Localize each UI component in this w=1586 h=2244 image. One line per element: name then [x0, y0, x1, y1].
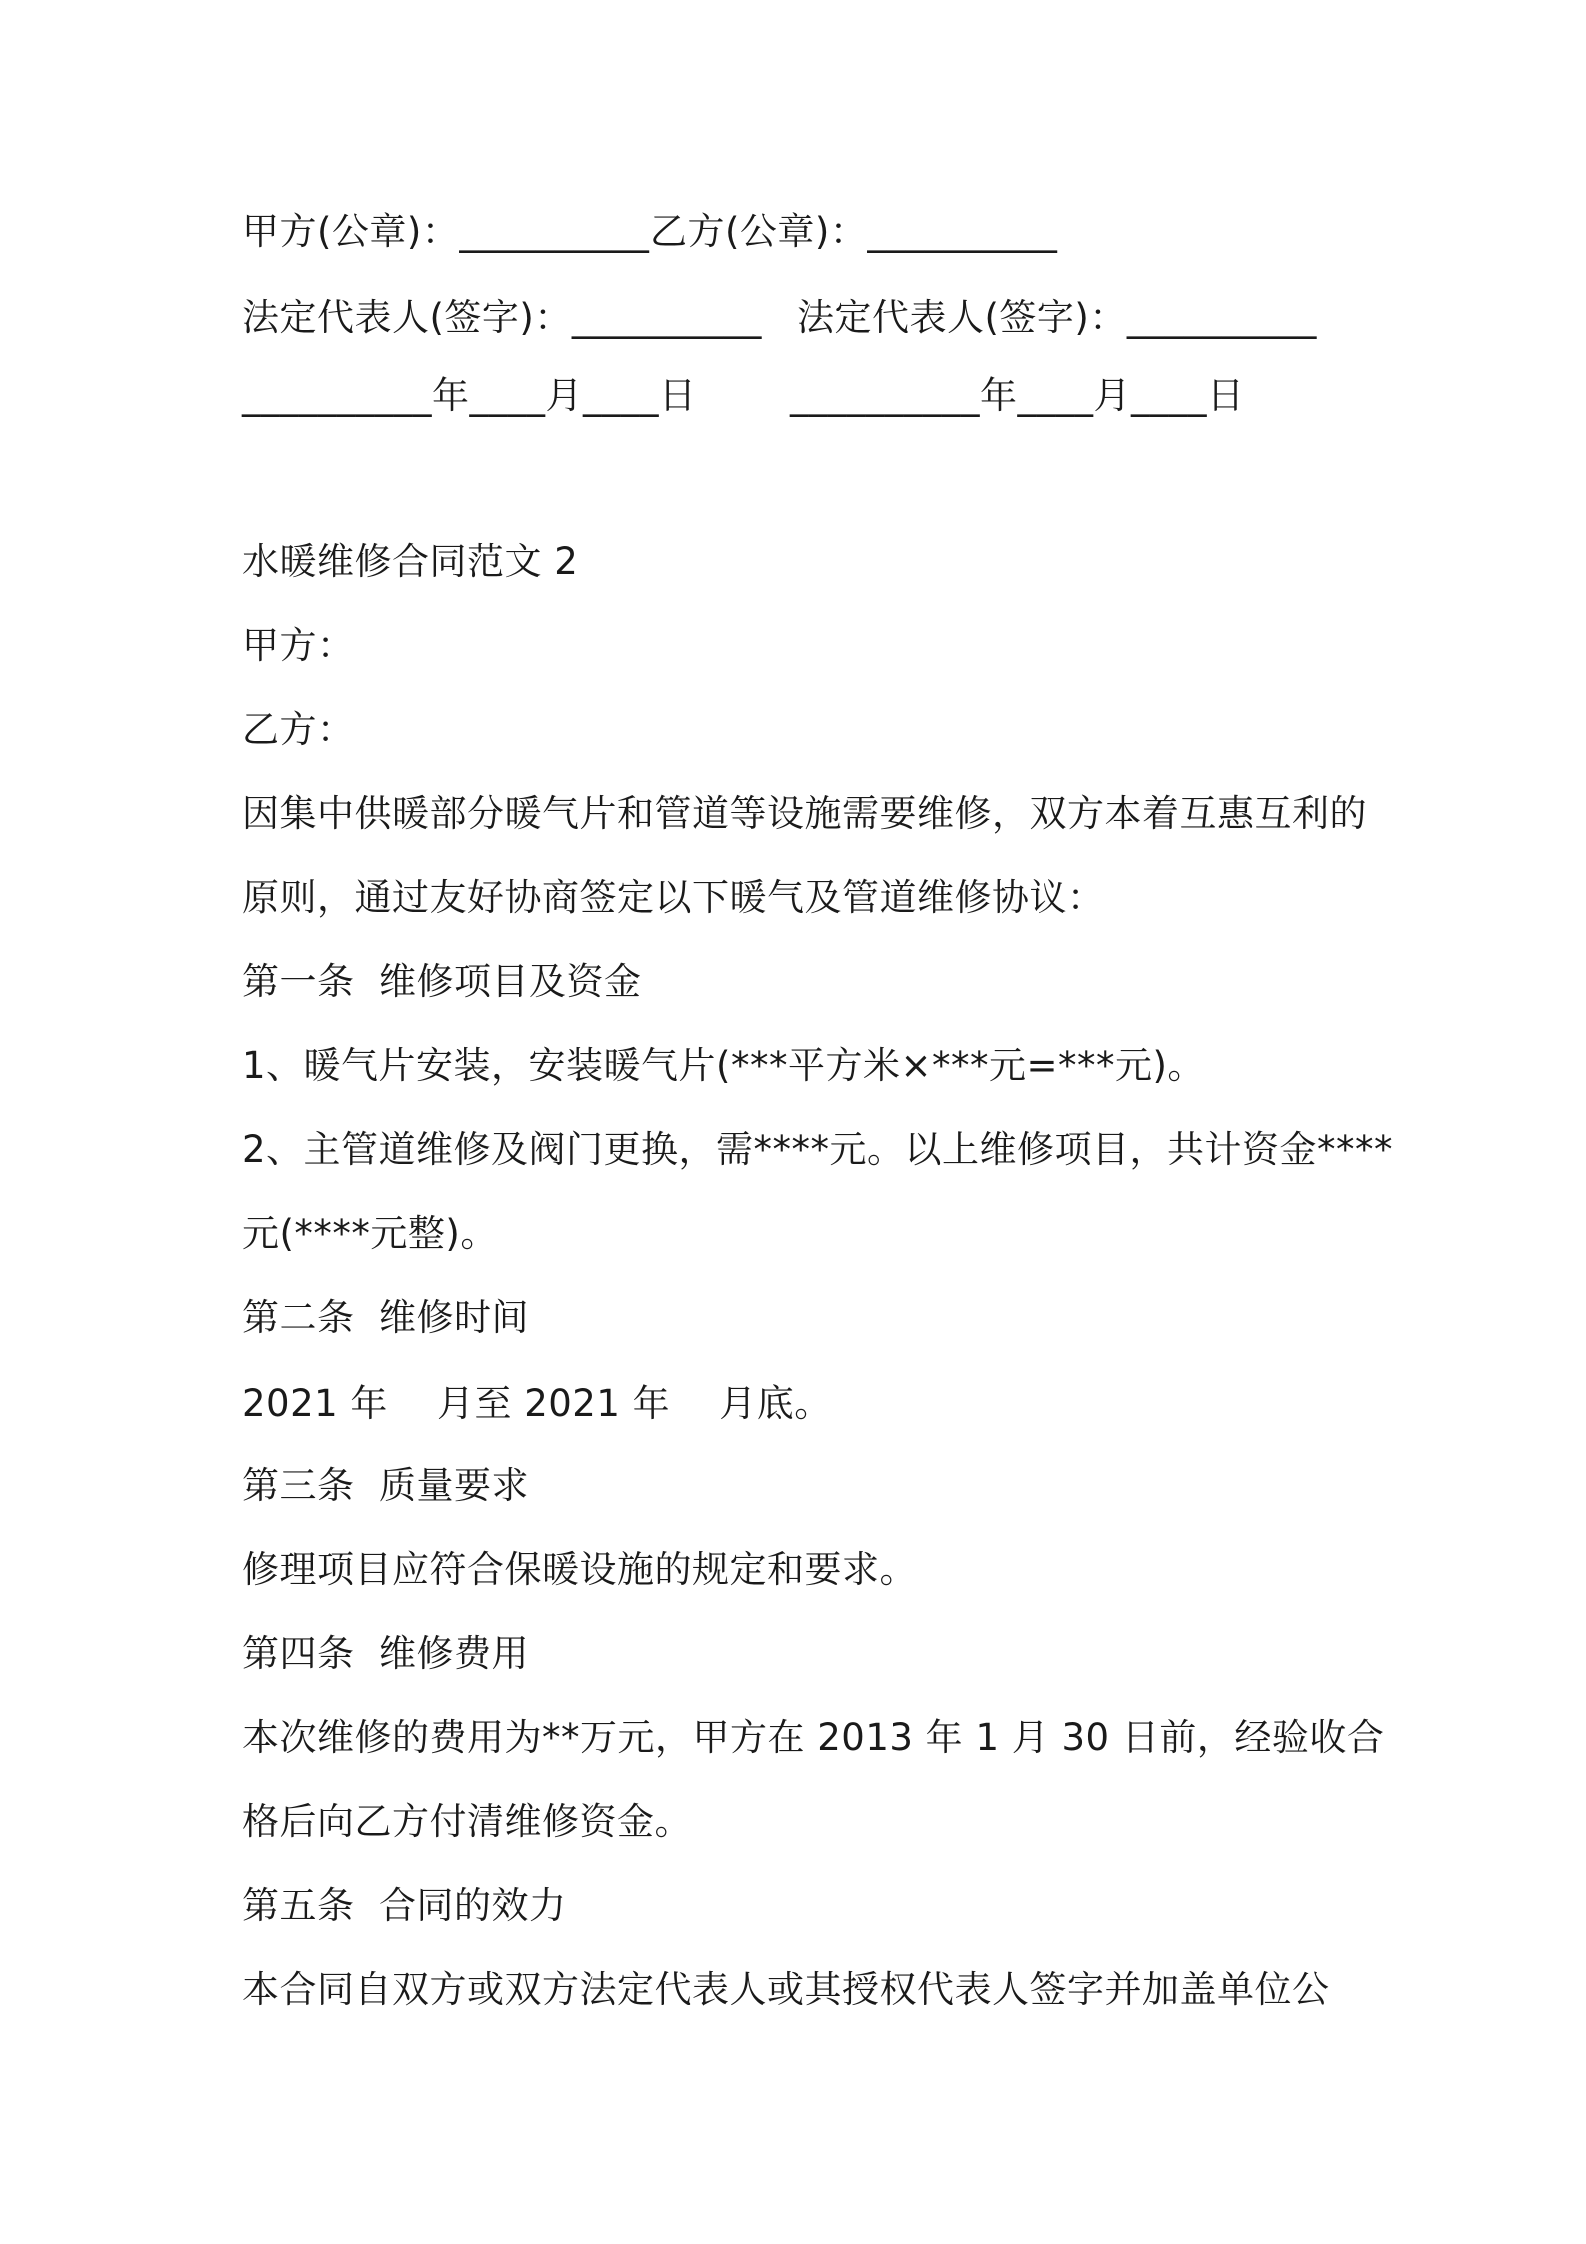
- article-5-body-line-1: 本合同自双方或双方法定代表人或其授权代表人签字并加盖单位公: [242, 1968, 1330, 2011]
- article-1-item-1: 1、暖气片安装，安装暖气片(***平方米×***元=***元)。: [242, 1044, 1205, 1087]
- party-b-seal-line: 乙方(公章)：__________: [650, 210, 1058, 253]
- party-b-label: 乙方：: [242, 708, 355, 751]
- article-2-body: 2021 年 月至 2021 年 月底。: [242, 1382, 832, 1425]
- party-b-rep-line: 法定代表人(签字)：__________: [797, 296, 1317, 339]
- contract-title: 水暖维修合同范文 2: [242, 540, 579, 583]
- article-1-heading: 第一条 维修项目及资金: [242, 960, 642, 1003]
- party-a-date-line: __________年____月____日: [242, 374, 697, 417]
- article-1-item-2-line-1: 2、主管道维修及阀门更换，需****元。以上维修项目，共计资金****: [242, 1128, 1394, 1171]
- party-a-seal-line: 甲方(公章)：__________: [242, 210, 650, 253]
- intro-paragraph-line-2: 原则，通过友好协商签定以下暖气及管道维修协议：: [242, 876, 1105, 919]
- article-4-heading: 第四条 维修费用: [242, 1632, 530, 1675]
- article-4-body-line-1: 本次维修的费用为**万元，甲方在 2013 年 1 月 30 日前，经验收合: [242, 1716, 1385, 1759]
- party-b-date-line: __________年____月____日: [790, 374, 1245, 417]
- party-a-rep-line: 法定代表人(签字)：__________: [242, 296, 762, 339]
- party-a-label: 甲方：: [242, 624, 355, 667]
- article-5-heading: 第五条 合同的效力: [242, 1884, 567, 1927]
- article-1-item-2-line-2: 元(****元整)。: [242, 1212, 498, 1255]
- article-4-body-line-2: 格后向乙方付清维修资金。: [242, 1800, 692, 1843]
- article-3-heading: 第三条 质量要求: [242, 1464, 530, 1507]
- article-3-body: 修理项目应符合保暖设施的规定和要求。: [242, 1548, 917, 1591]
- article-2-heading: 第二条 维修时间: [242, 1296, 530, 1339]
- intro-paragraph-line-1: 因集中供暖部分暖气片和管道等设施需要维修，双方本着互惠互利的: [242, 792, 1367, 835]
